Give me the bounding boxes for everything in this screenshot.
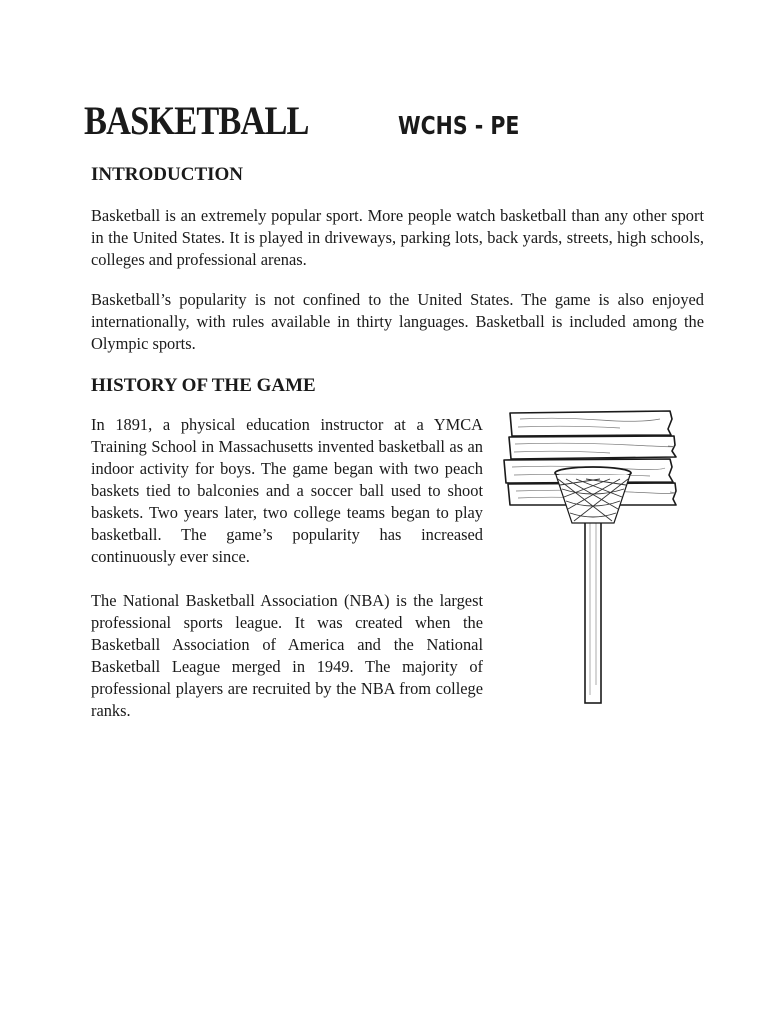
page-title: BASKETBALL bbox=[84, 98, 309, 143]
pole-icon bbox=[585, 505, 601, 703]
history-heading: HISTORY OF THE GAME bbox=[91, 375, 316, 396]
introduction-paragraph-1: Basketball is an extremely popular sport. More people watch basketball than any other sport in the United States. It is played in driveways, parking lots, back yards, streets, high schools, colleges and professional arenas. bbox=[91, 206, 704, 269]
page-subtitle: WCHS - PE bbox=[398, 111, 520, 140]
history-paragraph-2: The National Basketball Association (NBA) is the largest professional sports league. It was created when the Basketball Association of America and the National Basketball League merged in 1949. The majority of professional players are recruited by the NBA from college ranks. bbox=[91, 591, 483, 720]
introduction-paragraph-2: Basketball’s popularity is not confined to the United States. The game is also enjoyed internationally, with rules available in thirty languages. Basketball is included among the Olympic sports. bbox=[91, 290, 704, 353]
history-paragraph-1: In 1891, a physical education instructor at a YMCA Training School in Massachusetts invented basketball as an indoor activity for boys. The game began with two peach baskets tied to balconies and a soccer ball used to shoot baskets. Two years later, two college teams began to play basketball. The game’s popularity has increased continuously ever since. bbox=[91, 415, 483, 566]
hoop-net-icon bbox=[555, 467, 631, 523]
introduction-heading: INTRODUCTION bbox=[91, 164, 244, 185]
basketball-hoop-illustration bbox=[500, 405, 686, 707]
